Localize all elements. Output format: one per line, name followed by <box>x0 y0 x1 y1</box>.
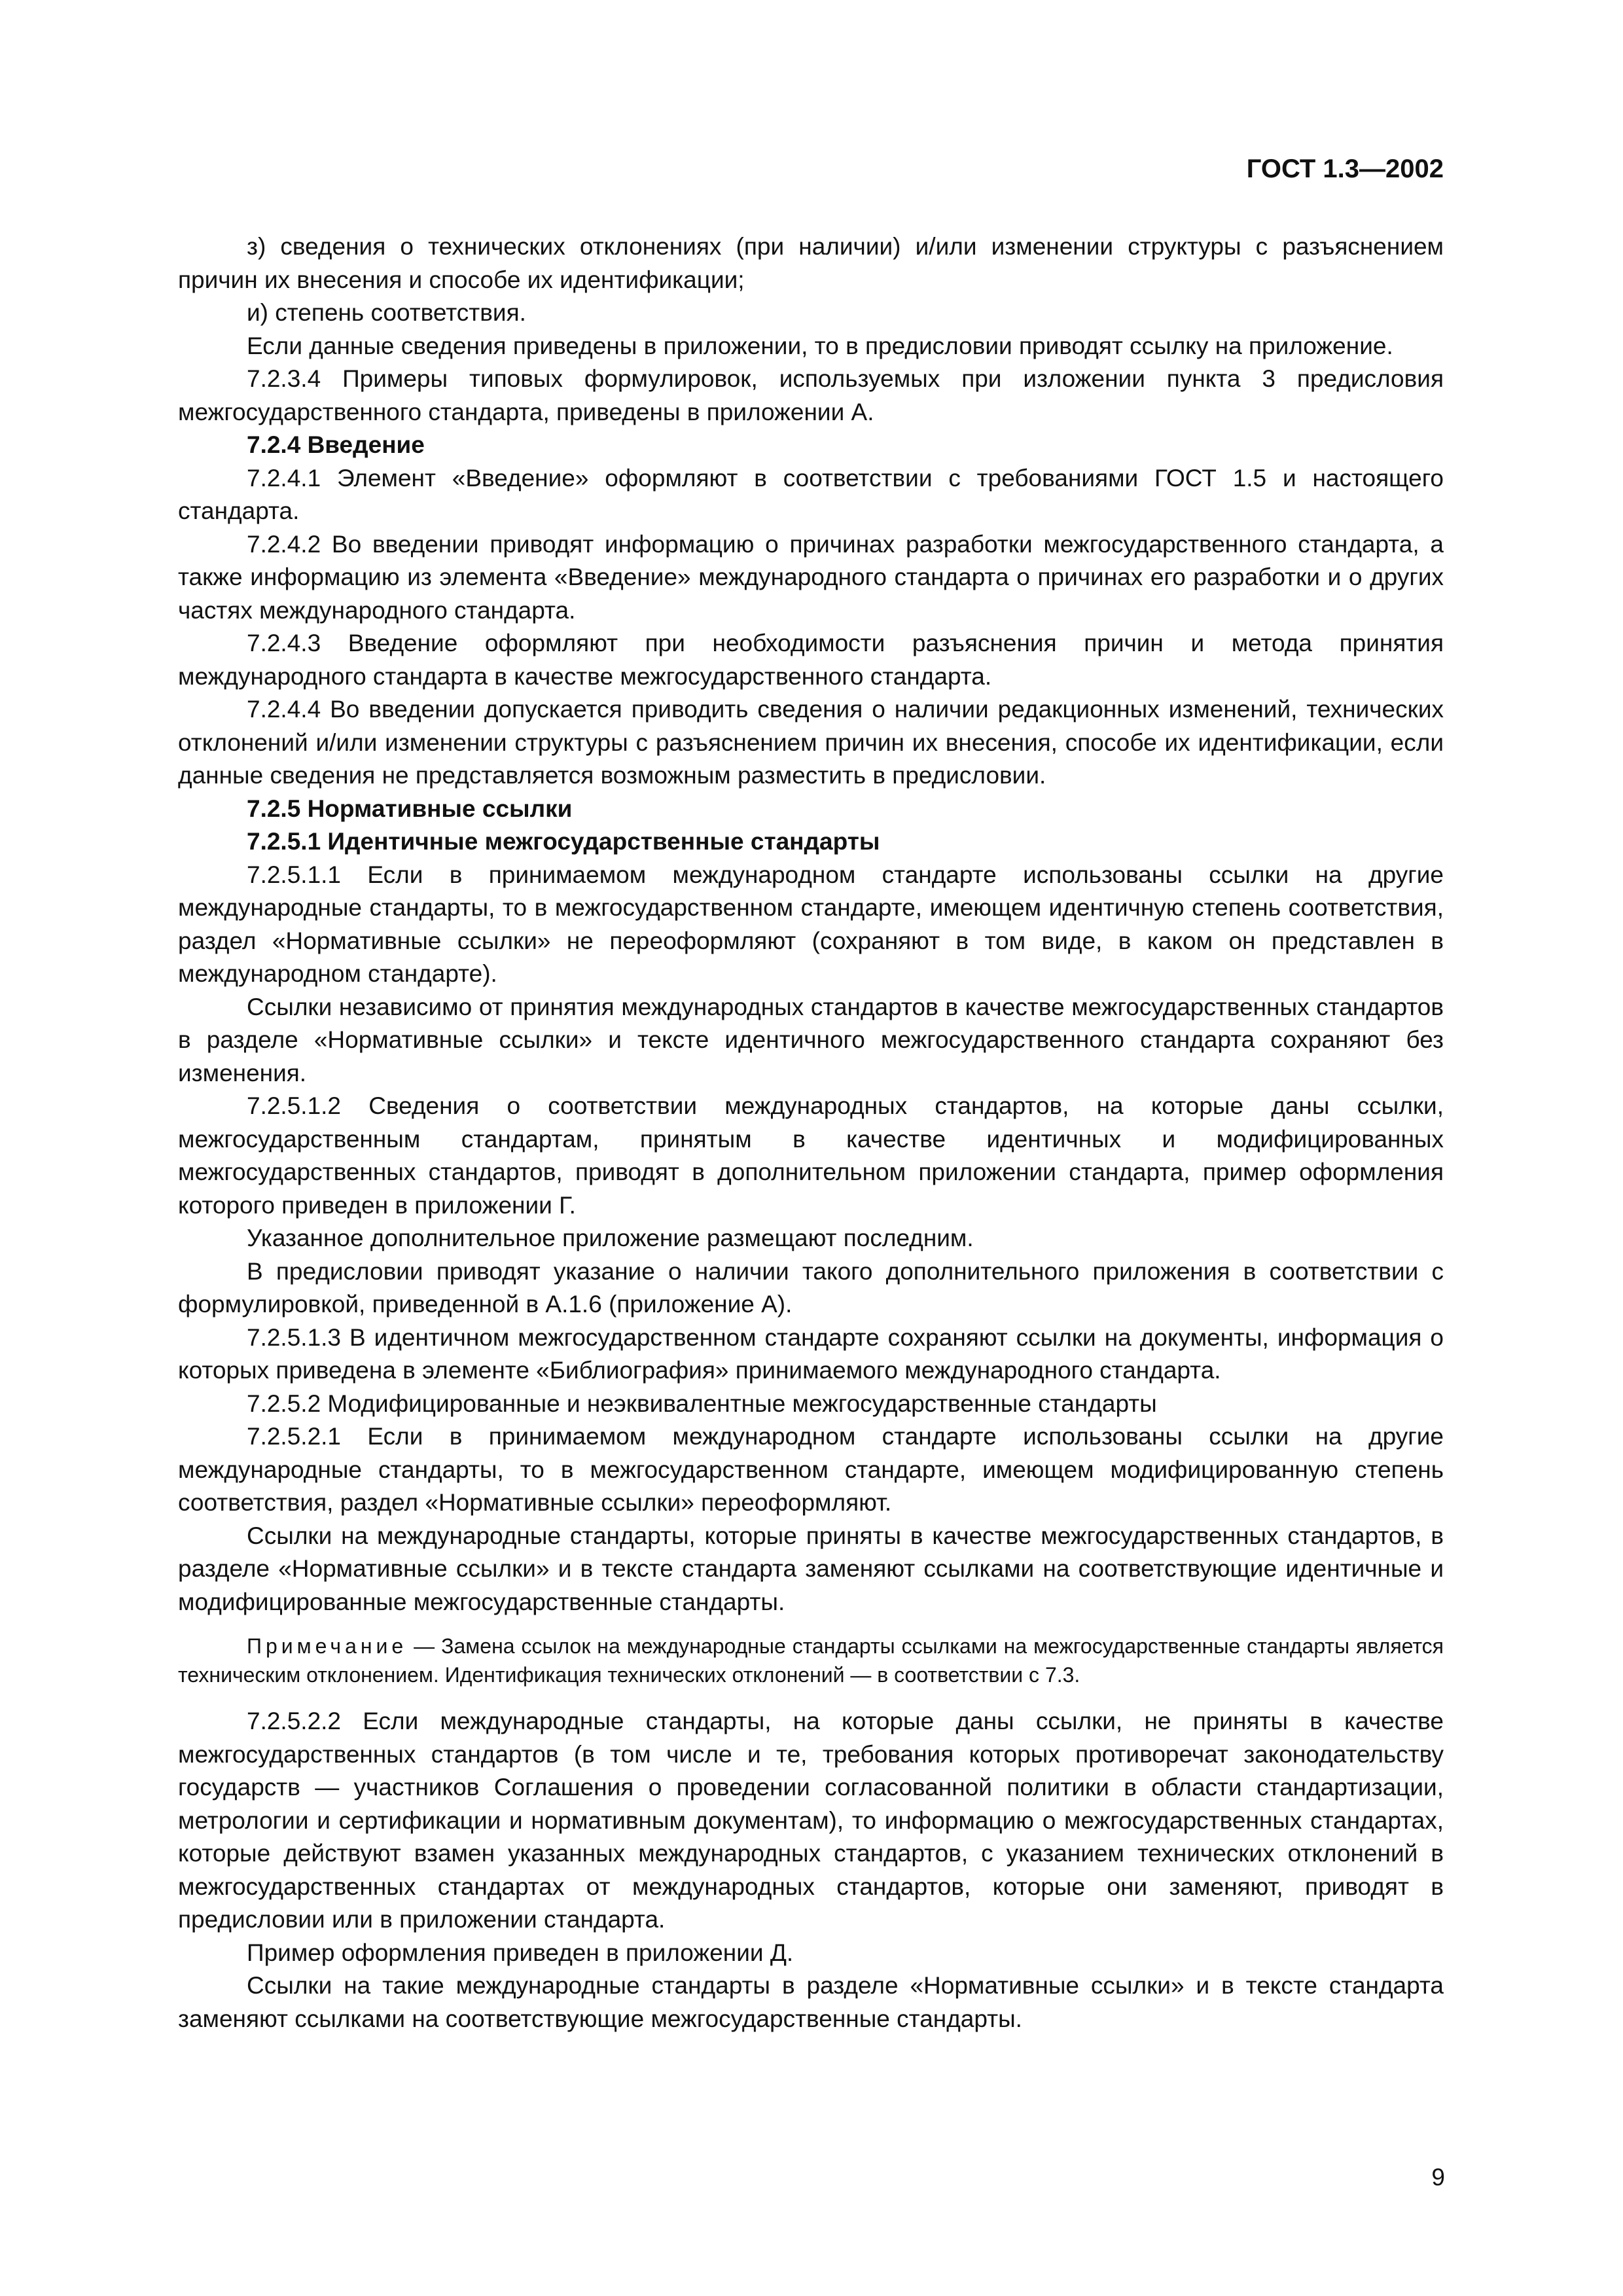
paragraph: Ссылки на международные стандарты, которые приняты в качестве межгосударственных стандартов, в разделе «Нормативные ссылки» и в тексте стандарта заменяют ссылками на соответствующие идентичные и модифицированные межгосударственные стандарты. <box>178 1522 1444 1615</box>
paragraph: 7.2.5.2 Модифицированные и неэквивалентные межгосударственные стандарты <box>247 1390 1157 1417</box>
paragraph: 7.2.4.4 Во введении допускается приводить сведения о наличии редакционных изменений, технических отклонений и/или изменении структуры с разъяснением причин их внесения, способе их идентификации, если данные сведения не представляется возможным разместить в предисловии. <box>178 696 1444 789</box>
paragraph: 7.2.5.1.2 Сведения о соответствии международных стандартов, на которые даны ссылки, межгосударственным стандартам, принятым в качестве идентичных и модифицированных межгосударственных стандартов, приводят в дополнительном приложении стандарта, пример оформления которого приведен в приложении Г. <box>178 1092 1444 1219</box>
section-heading: 7.2.4 Введение <box>247 431 425 458</box>
page-number: 9 <box>1431 2164 1445 2191</box>
document-header: ГОСТ 1.3—2002 <box>1246 154 1444 183</box>
paragraph: 7.2.4.1 Элемент «Введение» оформляют в соответствии с требованиями ГОСТ 1.5 и настоящего стандарта. <box>178 464 1444 524</box>
paragraph: 7.2.5.2.1 Если в принимаемом международном стандарте использованы ссылки на другие международные стандарты, то в межгосударственном стандарте, имеющем модифицированную степень соответствия, раздел «Нормативные ссылки» переоформляют. <box>178 1423 1444 1516</box>
paragraph: 7.2.5.1.1 Если в принимаемом международном стандарте использованы ссылки на другие международные стандарты, то в межгосударственном стандарте, имеющем идентичную степень соответствия, раздел «Нормативные ссылки» не переоформляют (сохраняют в том виде, в каком он представлен в международном стандарте). <box>178 861 1444 987</box>
section-heading: 7.2.5 Нормативные ссылки <box>247 795 573 822</box>
paragraph: 7.2.4.2 Во введении приводят информацию о причинах разработки межгосударственного стандарта, а также информацию из элемента «Введение» международного стандарта о причинах его разработки и о других частях международного стандарта. <box>178 530 1444 624</box>
paragraph: 7.2.3.4 Примеры типовых формулировок, используемых при изложении пункта 3 предисловия межгосударственного стандарта, приведены в приложении А. <box>178 365 1444 425</box>
paragraph: з) сведения о технических отклонениях (при наличии) и/или изменении структуры с разъяснением причин их внесения и способе их идентификации; <box>178 233 1444 293</box>
note-label: Примечание <box>247 1634 408 1658</box>
paragraph: 7.2.4.3 Введение оформляют при необходимости разъяснения причин и метода принятия международного стандарта в качестве межгосударственного стандарта. <box>178 630 1444 690</box>
note <box>178 1632 1444 1689</box>
paragraph: 7.2.5.2.2 Если международные стандарты, на которые даны ссылки, не приняты в качестве межгосударственных стандартов (в том числе и те, требования которых противоречат законодательству государств — участников Соглашения о проведении согласованной политики в области стандартизации, метрологии и сертификации и нормативным документам), то информацию о межгосударственных стандартах, которые действуют взамен указанных международных стандартов, с указанием технических отклонений в межгосударственных стандартах от международных стандартов, которые они заменяют, приводят в предисловии или в приложении стандарта. <box>178 1708 1444 1933</box>
paragraph: Пример оформления приведен в приложении Д. <box>247 1939 794 1966</box>
paragraph: Указанное дополнительное приложение размещают последним. <box>247 1225 974 1251</box>
paragraph: Если данные сведения приведены в приложении, то в предисловии приводят ссылку на приложение. <box>247 332 1393 359</box>
paragraph: Ссылки независимо от принятия международных стандартов в качестве межгосударственных стандартов в разделе «Нормативные ссылки» и тексте идентичного межгосударственного стандарта сохраняют без изменения. <box>178 993 1444 1086</box>
paragraph: 7.2.5.1.3 В идентичном межгосударственном стандарте сохраняют ссылки на документы, информация о которых приведена в элементе «Библиография» принимаемого международного стандарта. <box>178 1323 1444 1384</box>
note-text: — Замена ссылок на международные стандарты ссылками на межгосударственные стандарты является техническим отклонением. Идентификация технических отклонений — в соответствии с 7.3. <box>178 1634 1444 1687</box>
paragraph: и) степень соответствия. <box>247 299 526 326</box>
paragraph: Ссылки на такие международные стандарты в разделе «Нормативные ссылки» и в тексте стандарта заменяют ссылками на соответствующие межгосударственные стандарты. <box>178 1972 1444 2032</box>
section-heading: 7.2.5.1 Идентичные межгосударственные стандарты <box>247 828 880 855</box>
document-body <box>178 230 1444 2036</box>
paragraph: В предисловии приводят указание о наличии такого дополнительного приложения в соответствии с формулировкой, приведенной в А.1.6 (приложение А). <box>178 1257 1444 1318</box>
